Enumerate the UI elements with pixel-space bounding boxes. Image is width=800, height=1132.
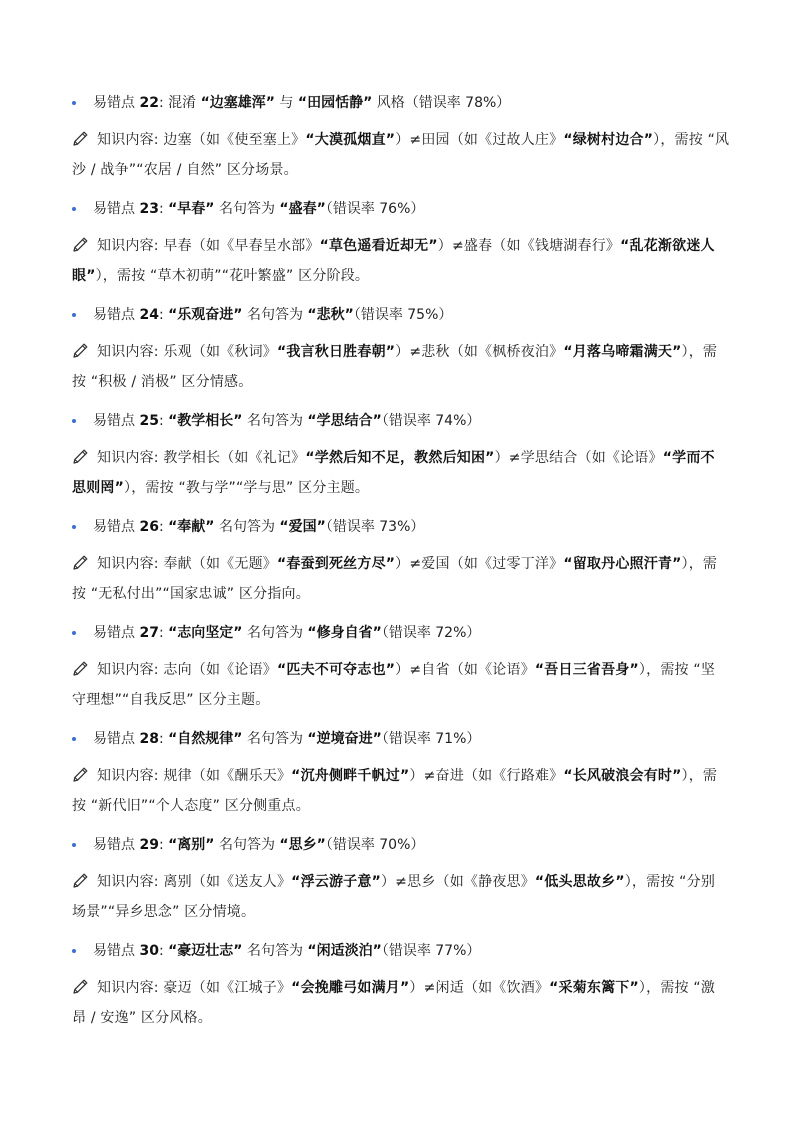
knowledge-line [72,549,752,579]
error-point-entry [72,728,752,821]
text-segment: 名句答为 [242,625,308,641]
error-point-title-text [93,198,424,220]
emphasis-text: “乱花渐欲迷人 [620,238,715,254]
text-segment: 守理想”“自我反思” 区分主题。 [72,692,270,708]
text-segment: （错误率 71%） [381,731,481,747]
emphasis-text: “学思结合” [307,413,382,429]
knowledge-line [72,867,752,897]
bullet-icon [72,313,76,317]
text-segment: 与 [274,95,298,111]
knowledge-line [72,1003,752,1033]
emphasis-text: “沉舟侧畔千帆过” [291,768,410,784]
emphasis-text: “绿树村边合” [563,132,654,148]
emphasis-text: “闲适淡泊” [307,943,382,959]
text-segment: （错误率 77%） [381,943,481,959]
emphasis-text: “学而不 [662,450,715,466]
pencil-icon [72,236,89,253]
emphasis-text: 29 [139,837,159,853]
text-segment: ）≠盛春（如《钱塘湖春行》 [437,238,621,254]
emphasis-text: “盛春” [279,201,326,217]
bullet-icon [72,525,76,529]
text-segment: 知识内容: 乐观（如《秋词》 [97,344,277,360]
error-point-entry [72,834,752,927]
text-segment: 知识内容: 边塞（如《使至塞上》 [97,132,306,148]
emphasis-text: “留取丹心照汗青” [563,556,682,572]
text-segment: : [158,943,169,959]
text-segment: ）≠思乡（如《静夜思》 [380,874,535,890]
bullet-icon [72,631,76,635]
emphasis-text: “思乡” [279,837,326,853]
emphasis-text: 24 [139,307,159,323]
text-segment: ），需按 “草木初萌”“花叶繁盛” 区分阶段。 [95,268,370,284]
pencil-icon [72,130,89,147]
emphasis-text: 30 [139,943,159,959]
text-segment: 名句答为 [214,519,280,535]
error-point-entry [72,516,752,609]
text-segment: 名句答为 [214,837,280,853]
text-segment: 知识内容: 豪迈（如《江城子》 [97,980,292,996]
text-segment: 名句答为 [242,307,308,323]
emphasis-text: “乐观奋进” [168,307,243,323]
text-segment: 风格（错误率 78%） [372,95,511,111]
text-segment: 昂 / 安逸” 区分风格。 [72,1010,212,1026]
text-segment: : [158,731,169,747]
emphasis-text: “边塞雄浑” [200,95,275,111]
text-segment: 知识内容: 离别（如《送友人》 [97,874,292,890]
knowledge-line [72,125,752,155]
emphasis-text: “草色遥看近却无” [319,238,438,254]
emphasis-text: “我言秋日胜春朝” [276,344,396,360]
error-point-title-text [93,304,452,326]
text-segment: （错误率 70%） [325,837,425,853]
text-segment: 易错点 [93,307,140,323]
text-segment: 易错点 [93,731,140,747]
emphasis-text: “志向坚定” [168,625,243,641]
bullet-icon [72,207,76,211]
knowledge-content [72,655,752,715]
text-segment: : [158,519,169,535]
text-segment: 易错点 [93,95,140,111]
emphasis-text: “春蚕到死丝方尽” [276,556,396,572]
knowledge-content [72,761,752,821]
text-segment: : [158,201,169,217]
emphasis-text: “采菊东篱下” [549,980,639,996]
text-segment: : [158,625,169,641]
text-segment: （错误率 74%） [381,413,481,429]
bullet-icon [72,101,76,105]
text-segment: 名句答为 [242,731,308,747]
error-point-title-text [93,622,480,644]
text-segment: ），需按 “坚 [638,662,716,678]
text-segment: 易错点 [93,201,140,217]
pencil-icon [72,554,89,571]
text-segment: ），需按 “风 [653,132,730,148]
text-segment: ），需 [681,556,718,572]
emphasis-text: “离别” [168,837,215,853]
text-segment: 易错点 [93,943,140,959]
pencil-icon [72,448,89,465]
text-segment: : [158,837,169,853]
error-point-entry [72,940,752,1033]
error-point-title-text [93,940,480,962]
pencil-icon [72,660,89,677]
emphasis-text: 28 [139,731,159,747]
error-point-title-text [93,728,480,750]
pencil-icon [72,766,89,783]
text-segment: ）≠田园（如《过故人庄》 [395,132,564,148]
knowledge-line [72,579,752,609]
text-segment: ），需 [681,768,718,784]
text-segment: ）≠爱国（如《过零丁洋》 [395,556,564,572]
knowledge-content [72,549,752,609]
text-segment: （错误率 72%） [381,625,481,641]
emphasis-text: “学然后知不足，教然后知困” [305,450,495,466]
emphasis-text: “低头思故乡” [534,874,625,890]
text-segment: ），需按 “激 [638,980,716,996]
knowledge-line [72,473,752,503]
text-segment: 名句答为 [214,201,280,217]
error-point-entry [72,410,752,503]
emphasis-text: 23 [139,201,159,217]
emphasis-text: “浮云游子意” [291,874,381,890]
text-segment: ），需按 “教与学”“学与思” 区分主题。 [124,480,370,496]
emphasis-text: “田园恬静” [297,95,373,111]
emphasis-text: “豪迈壮志” [168,943,243,959]
text-segment: 知识内容: 规律（如《酬乐天》 [97,768,292,784]
emphasis-text: “月落乌啼霜满天” [563,344,682,360]
pencil-icon [72,342,89,359]
error-point-title [72,304,752,326]
text-segment: 易错点 [93,837,140,853]
text-segment: : [158,307,169,323]
bullet-icon [72,419,76,423]
error-point-title [72,410,752,432]
text-segment: （错误率 76%） [325,201,425,217]
text-segment: ），需按 “分别 [624,874,716,890]
knowledge-content [72,973,752,1033]
text-segment: 知识内容: 教学相长（如《礼记》 [97,450,306,466]
emphasis-text: “奉献” [168,519,215,535]
knowledge-line [72,655,752,685]
text-segment: ），需 [681,344,718,360]
emphasis-text: “大漠孤烟直” [305,132,396,148]
text-segment: ）≠学思结合（如《论语》 [494,450,663,466]
text-segment: 按 “新代旧”“个人态度” 区分侧重点。 [72,798,310,814]
knowledge-content [72,867,752,927]
text-segment: 沙 / 战争”“农居 / 自然” 区分场景。 [72,162,298,178]
error-point-title [72,92,752,114]
text-segment: （错误率 73%） [325,519,425,535]
text-segment: 易错点 [93,413,140,429]
error-point-title [72,728,752,750]
error-point-title-text [93,834,424,856]
emphasis-text: 思则罔” [72,480,125,496]
emphasis-text: “悲秋” [307,307,354,323]
error-point-title-text [93,92,510,114]
error-point-title [72,198,752,220]
knowledge-line [72,367,752,397]
knowledge-content [72,125,752,185]
text-segment: （错误率 75%） [353,307,453,323]
text-segment: ）≠奋进（如《行路难》 [409,768,564,784]
knowledge-content [72,337,752,397]
pencil-icon [72,872,89,889]
text-segment: 易错点 [93,625,140,641]
knowledge-line [72,231,752,261]
text-segment: ）≠闲适（如《饮酒》 [409,980,550,996]
knowledge-line [72,443,752,473]
emphasis-text: 25 [139,413,159,429]
knowledge-line [72,761,752,791]
text-segment: 知识内容: 早春（如《早春呈水部》 [97,238,320,254]
knowledge-content [72,231,752,291]
emphasis-text: “长风破浪会有时” [563,768,682,784]
text-segment: : [158,413,169,429]
text-segment: 名句答为 [242,943,308,959]
emphasis-text: “教学相长” [168,413,243,429]
knowledge-line [72,897,752,927]
text-segment: 易错点 [93,519,140,535]
error-point-title [72,834,752,856]
emphasis-text: “吾日三省吾身” [534,662,639,678]
error-point-title [72,622,752,644]
error-point-entry [72,622,752,715]
error-point-title [72,940,752,962]
knowledge-line [72,261,752,291]
emphasis-text: “早春” [168,201,215,217]
knowledge-line [72,155,752,185]
text-segment: 场景”“异乡思念” 区分情境。 [72,904,256,920]
error-point-title-text [93,410,480,432]
error-point-title [72,516,752,538]
emphasis-text: “修身自省” [307,625,382,641]
error-point-entry [72,92,752,185]
text-segment: 知识内容: 奉献（如《无题》 [97,556,277,572]
bullet-icon [72,843,76,847]
emphasis-text: “爱国” [279,519,326,535]
knowledge-line [72,337,752,367]
knowledge-line [72,685,752,715]
emphasis-text: “逆境奋进” [307,731,382,747]
emphasis-text: “自然规律” [168,731,243,747]
emphasis-text: “匹夫不可夺志也” [276,662,396,678]
error-point-entry [72,304,752,397]
knowledge-line [72,791,752,821]
emphasis-text: 27 [139,625,159,641]
emphasis-text: 26 [139,519,159,535]
text-segment: : 混淆 [158,95,201,111]
error-point-title-text [93,516,424,538]
bullet-icon [72,949,76,953]
bullet-icon [72,737,76,741]
text-segment: ）≠自省（如《论语》 [395,662,535,678]
text-segment: ）≠悲秋（如《枫桥夜泊》 [395,344,564,360]
emphasis-text: 22 [139,95,159,111]
knowledge-content [72,443,752,503]
text-segment: 名句答为 [242,413,308,429]
pencil-icon [72,978,89,995]
text-segment: 知识内容: 志向（如《论语》 [97,662,277,678]
knowledge-line [72,973,752,1003]
emphasis-text: 眼” [72,268,96,284]
error-point-entry [72,198,752,291]
text-segment: 按 “积极 / 消极” 区分情感。 [72,374,253,390]
text-segment: 按 “无私付出”“国家忠诚” 区分指向。 [72,586,310,602]
emphasis-text: “会挽雕弓如满月” [291,980,410,996]
